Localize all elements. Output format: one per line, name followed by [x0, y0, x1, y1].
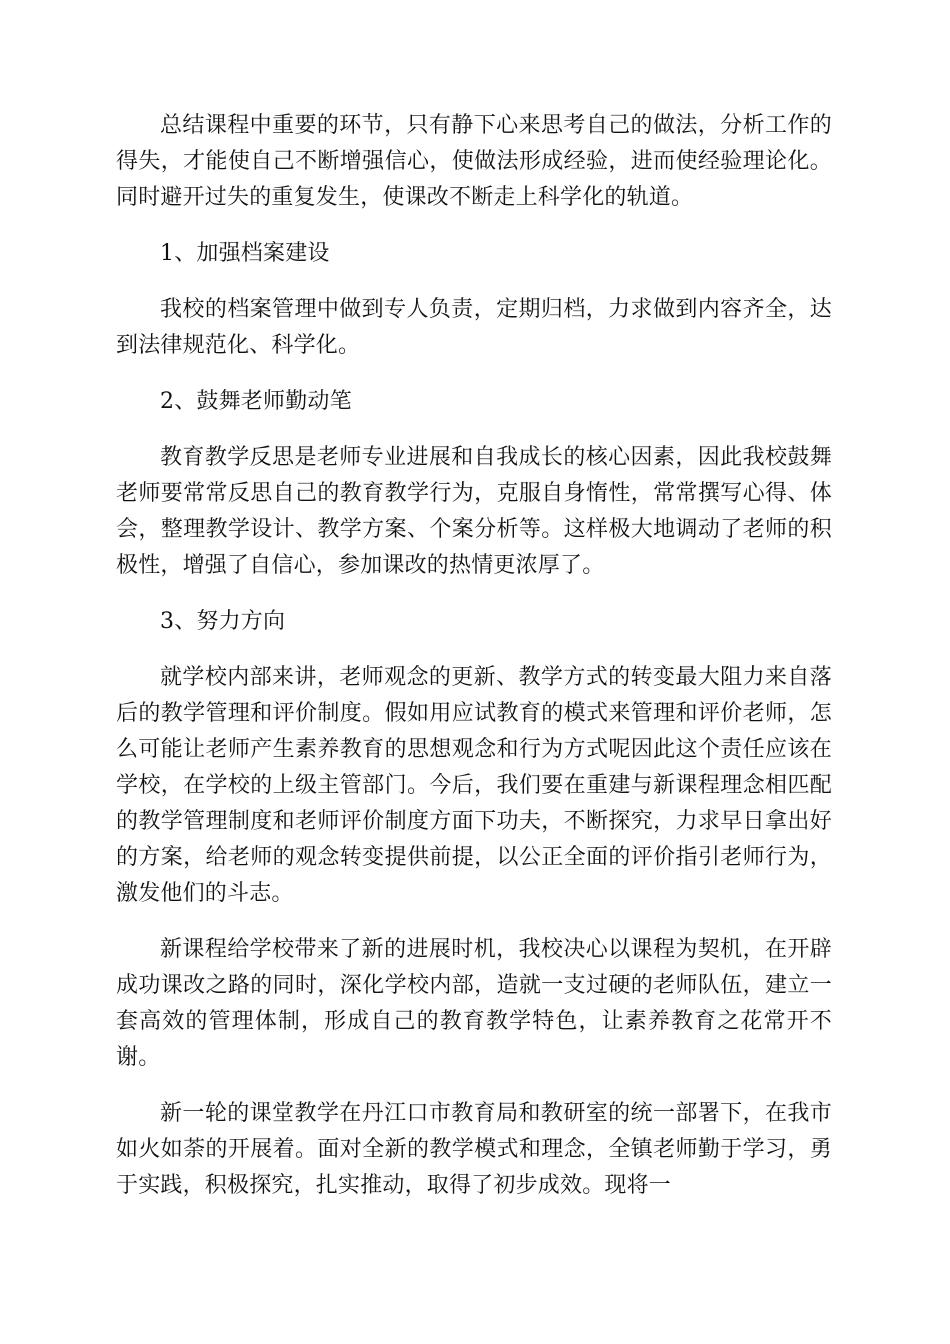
paragraph-opportunity: 新课程给学校带来了新的进展时机，我校决心以课程为契机，在开辟成功课改之路的同时，深化学校内部，造就一支过硬的老师队伍，建立一套高效的管理体制，形成自己的教育教学特色，让素养教育之花常开不谢。 [116, 937, 832, 1070]
paragraph-archive: 我校的档案管理中做到专人负责，定期归档，力求做到内容齐全，达到法律规范化、科学化。 [116, 297, 832, 358]
paragraph-direction: 就学校内部来讲，老师观念的更新、教学方式的转变最大阻力来自落后的教学管理和评价制度。假如用应试教育的模式来管理和评价老师，怎么可能让老师产生素养教育的思想观念和行为方式呢因此这个责任应该在学校，在学校的上级主管部门。今后，我们要在重建与新课程理念相匹配的教学管理制度和老师评价制度方面下功夫，不断探究，力求早日拿出好的方案，给老师的观念转变提供前提，以公正全面的评价指引老师行为，激发他们的斗志。 [116, 665, 832, 906]
paragraph-summary: 总结课程中重要的环节，只有静下心来思考自己的做法，分析工作的得失，才能使自己不断增强信心，使做法形成经验，进而使经验理论化。同时避开过失的重复发生，使课改不断走上科学化的轨道。 [116, 113, 832, 210]
heading-archive: 1、加强档案建设 [160, 241, 330, 266]
heading-encourage-writing: 2、鼓舞老师勤动笔 [160, 389, 352, 414]
heading-direction: 3、努力方向 [160, 609, 286, 634]
paragraph-reflection: 教育教学反思是老师专业进展和自我成长的核心因素，因此我校鼓舞老师要常常反思自己的教育教学行为，克服自身惰性，常常撰写心得、体会，整理教学设计、教学方案、个案分析等。这样极大地调动了老师的积极性，增强了自信心，参加课改的热情更浓厚了。 [116, 445, 832, 578]
paragraph-new-round: 新一轮的课堂教学在丹江口市教育局和教研室的统一部署下，在我市如火如荼的开展着。面对全新的教学模式和理念，全镇老师勤于学习，勇于实践，积极探究，扎实推动，取得了初步成效。现将一 [116, 1101, 832, 1198]
document-body [116, 108, 832, 1224]
